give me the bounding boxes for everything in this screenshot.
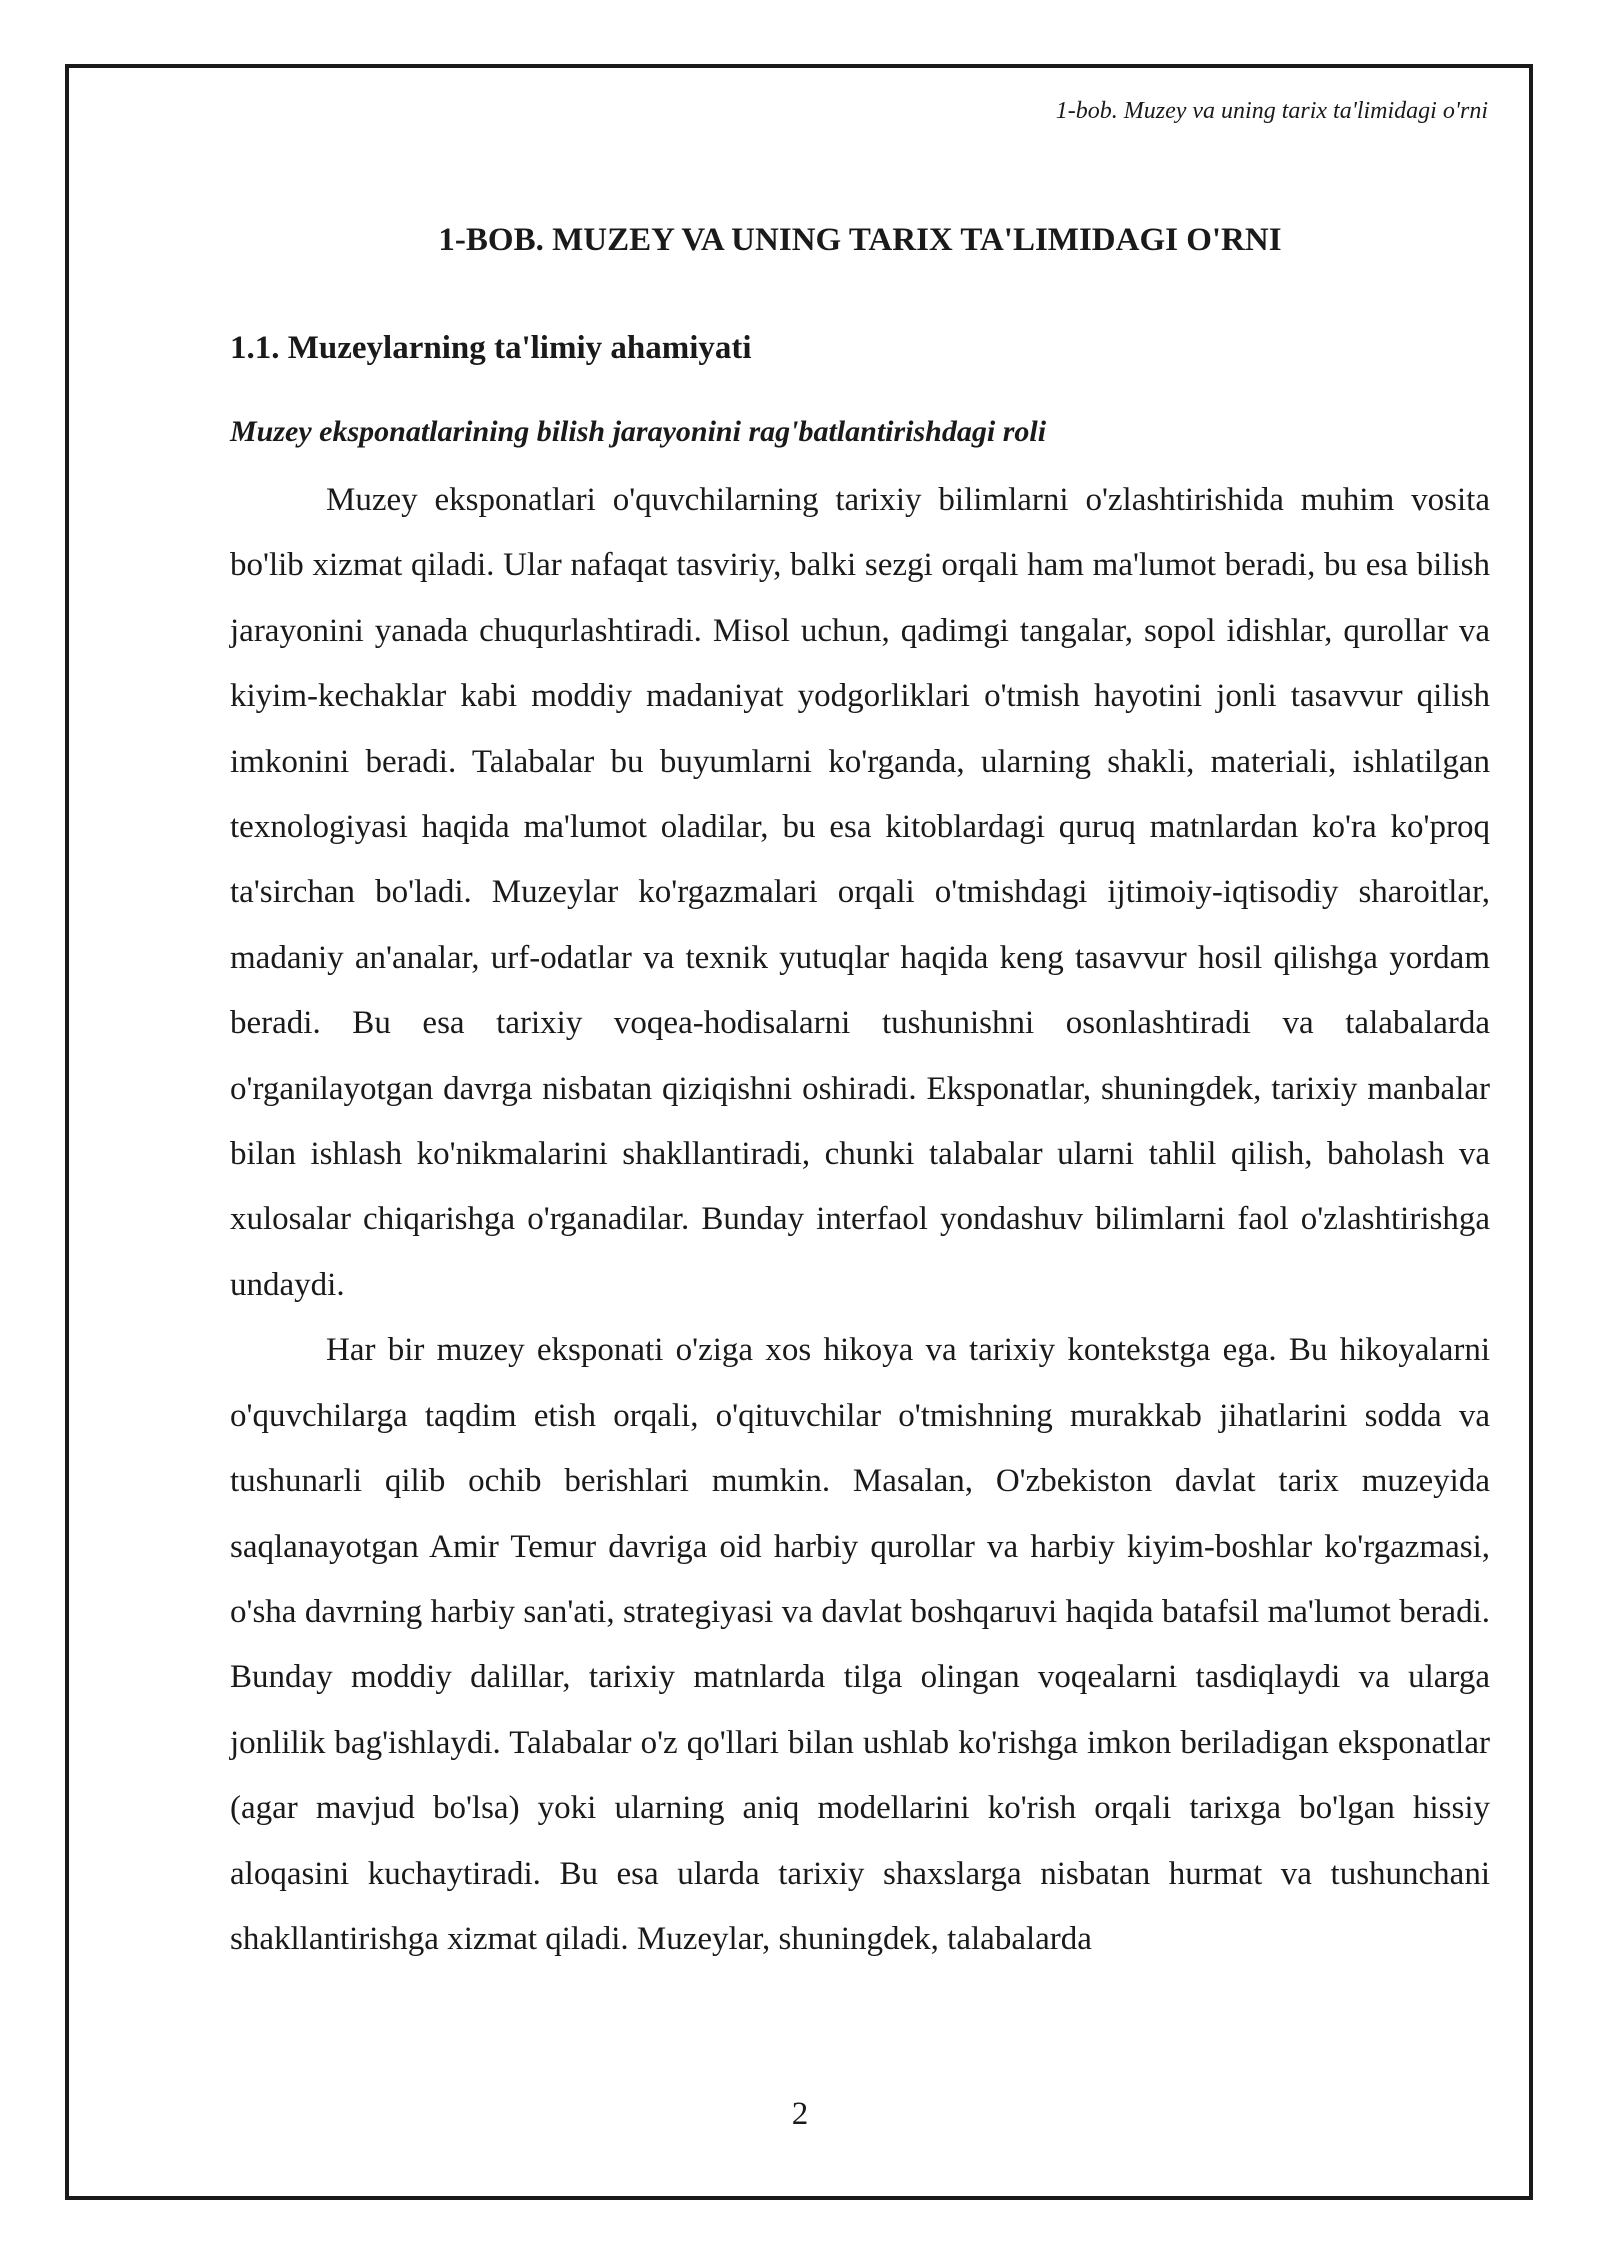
- chapter-title: 1-BOB. MUZEY VA UNING TARIX TA'LIMIDAGI O'RNI: [438, 222, 1282, 258]
- page-content: [230, 212, 1490, 1972]
- running-header: 1-bob. Muzey va uning tarix ta'limidagi o'rni: [1055, 98, 1488, 124]
- body-paragraph-2: Har bir muzey eksponati o'ziga xos hikoya va tarixiy kontekstga ega. Bu hikoyalarni o'quvchilarga taqdim etish orqali, o'qituvchilar o'tmishning murakkab jihatlarini sodda va tushunarli qilib ochib berishlari mumkin. Masalan, O'zbekiston davlat tarix muzeyida saqlanayotgan Amir Temur davriga oid harbiy qurollar va harbiy kiyim-boshlar ko'rgazmasi, o'sha davrning harbiy san'ati, strategiyasi va davlat boshqaruvi haqida batafsil ma'lumot beradi. Bunday moddiy dalillar, tarixiy matnlarda tilga olingan voqealarni tasdiqlaydi va ularga jonlilik bag'ishlaydi. Talabalar o'z qo'llari bilan ushlab ko'rishga imkon beriladigan eksponatlar (agar mavjud bo'lsa) yoki ularning aniq modellarini ko'rish orqali tarixga bo'lgan hissiy aloqasini kuchaytiradi. Bu esa ularda tarixiy shaxslarga nisbatan hurmat va tushunchani shakllantirishga xizmat qiladi. Muzeylar, shuningdek, talabalarda: [230, 1332, 1490, 1957]
- page-number: 2: [791, 2096, 809, 2132]
- subsection-title: Muzey eksponatlarining bilish jarayonini rag'batlantirishdagi roli: [230, 415, 1047, 448]
- section-title: 1.1. Muzeylarning ta'limiy ahamiyati: [230, 330, 752, 366]
- body-paragraph-1: Muzey eksponatlari o'quvchilarning tarixiy bilimlarni o'zlashtirishida muhim vosita bo'lib xizmat qiladi. Ular nafaqat tasviriy, balki sezgi orqali ham ma'lumot beradi, bu esa bilish jarayonini yanada chuqurlashtiradi. Misol uchun, qadimgi tangalar, sopol idishlar, qurollar va kiyim-kechaklar kabi moddiy madaniyat yodgorliklari o'tmish hayotini jonli tasavvur qilish imkonini beradi. Talabalar bu buyumlarni ko'rganda, ularning shakli, materiali, ishlatilgan texnologiyasi haqida ma'lumot oladilar, bu esa kitoblardagi quruq matnlardan ko'ra ko'proq ta'sirchan bo'ladi. Muzeylar ko'rgazmalari orqali o'tmishdagi ijtimoiy-iqtisodiy sharoitlar, madaniy an'analar, urf-odatlar va texnik yutuqlar haqida keng tasavvur hosil qilishga yordam beradi. Bu esa tarixiy voqea-hodisalarni tushunishni osonlashtiradi va talabalarda o'rganilayotgan davrga nisbatan qiziqishni oshiradi. Eksponatlar, shuningdek, tarixiy manbalar bilan ishlash ko'nikmalarini shakllantiradi, chunki talabalar ularni tahlil qilish, baholash va xulosalar chiqarishga o'rganadilar. Bunday interfaol yondashuv bilimlarni faol o'zlashtirishga undaydi.: [230, 482, 1490, 1303]
